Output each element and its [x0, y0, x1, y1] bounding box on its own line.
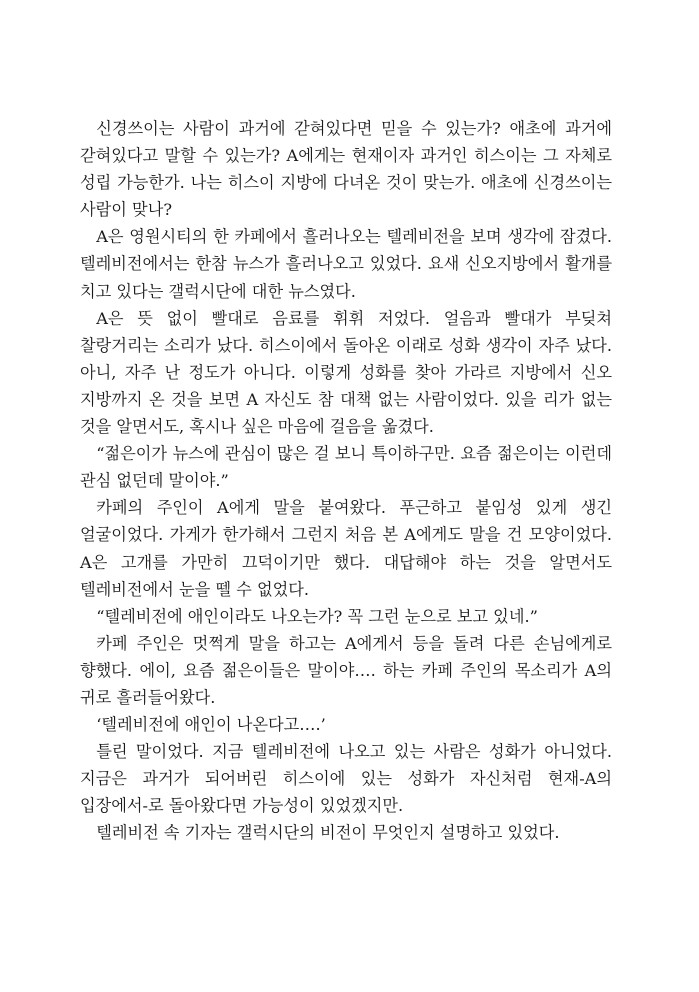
paragraph: A은 영원시티의 한 카페에서 흘러나오는 텔레비전을 보며 생각에 잠겼다. 텔레비전에서는 한참 뉴스가 흘러나오고 있었다. 요새 신오지방에서 활개를 치고 있다는 갤럭시단에 대한 뉴스였다.	[80, 227, 612, 301]
paragraph: 카페의 주인이 A에게 말을 붙여왔다. 푸근하고 붙임성 있게 생긴 얼굴이었다. 가게가 한가해서 그런지 처음 본 A에게도 말을 건 모양이었다. A은 고개를 가만히 끄덕이기만 했다. 대답해야 하는 것을 알면서도 텔레비전에서 눈을 뗄 수 없었다.	[80, 498, 612, 599]
dialogue-paragraph: “젊은이가 뉴스에 관심이 많은 걸 보니 특이하구만. 요즘 젊은이는 이런데 관심 없던데 말이야.”	[80, 444, 612, 491]
document-page	[80, 115, 612, 847]
paragraph: 신경쓰이는 사람이 과거에 갇혀있다면 믿을 수 있는가? 애초에 과거에 갇혀있다고 말할 수 있는가? A에게는 현재이자 과거인 히스이는 그 자체로 성립 가능한가. 나는 히스이 지방에 다녀온 것이 맞는가. 애초에 신경쓰이는 사람이 맞나?	[80, 119, 612, 220]
paragraph: 카페 주인은 멋쩍게 말을 하고는 A에게서 등을 돌려 다른 손님에게로 향했다. 에이, 요즘 젊은이들은 말이야…. 하는 카페 주인의 목소리가 A의 귀로 흘러들어왔다.	[80, 633, 612, 707]
dialogue-paragraph: ‘텔레비전에 애인이 나온다고….’	[96, 715, 326, 735]
paragraph: A은 뜻 없이 빨대로 음료를 휘휘 저었다. 얼음과 빨대가 부딪쳐 찰랑거리는 소리가 났다. 히스이에서 돌아온 이래로 성화 생각이 자주 났다. 아니, 자주 난 정도가 아니다. 이렇게 성화를 찾아 가라르 지방에서 신오 지방까지 온 것을 보면 A 자신도 참 대책 없는 사람이었다. 있을 리가 없는 것을 알면서도, 혹시나 싶은 마음에 걸음을 옮겼다.	[80, 308, 612, 437]
paragraph: 틀린 말이었다. 지금 텔레비전에 나오고 있는 사람은 성화가 아니었다. 지금은 과거가 되어버린 히스이에 있는 성화가 자신처럼 현재-A의 입장에서-로 돌아왔다면 가능성이 있었겠지만.	[80, 742, 612, 816]
paragraph: 텔레비전 속 기자는 갤럭시단의 비전이 무엇인지 설명하고 있었다.	[96, 823, 560, 843]
dialogue-paragraph: “텔레비전에 애인이라도 나오는가? 꼭 그런 눈으로 보고 있네.”	[96, 606, 538, 626]
